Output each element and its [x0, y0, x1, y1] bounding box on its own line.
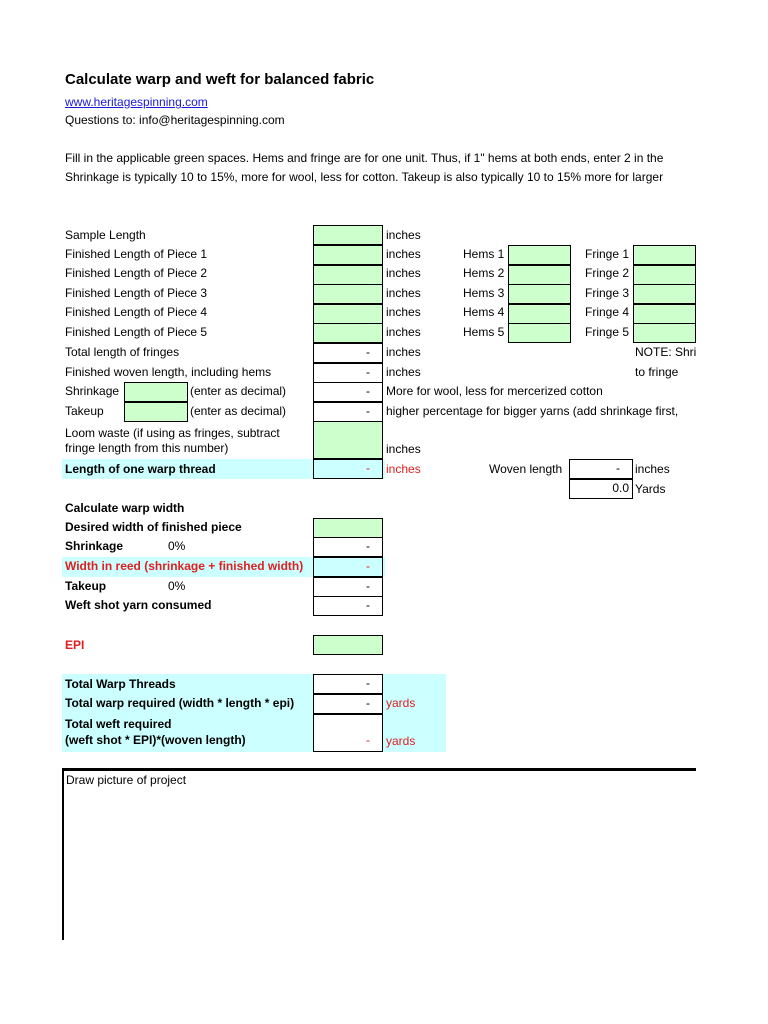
- piece-2-unit: inches: [386, 266, 421, 280]
- piece-1-length-input[interactable]: [313, 245, 383, 265]
- epi-input[interactable]: [313, 635, 383, 655]
- total-warp-threads-label: Total Warp Threads: [65, 677, 176, 691]
- width-takeup-percent: 0%: [168, 579, 186, 593]
- total-fringes-unit: inches: [386, 345, 421, 359]
- piece-3-label: Finished Length of Piece 3: [65, 286, 208, 300]
- hems-4-input[interactable]: [508, 304, 571, 324]
- width-shrinkage-value: -: [313, 537, 383, 557]
- questions-contact: Questions to: info@heritagespinning.com: [65, 113, 285, 127]
- hems-4-label: Hems 4: [463, 305, 505, 319]
- weft-shot-label: Weft shot yarn consumed: [65, 598, 212, 612]
- drawing-label: Draw picture of project: [66, 773, 187, 787]
- total-fringes-value: -: [313, 343, 383, 363]
- piece-1-unit: inches: [386, 247, 421, 261]
- hems-5-input[interactable]: [508, 323, 571, 343]
- warp-thread-value: -: [313, 459, 383, 479]
- fringe-2-label: Fringe 2: [585, 266, 630, 280]
- woven-length-value: -: [569, 459, 633, 479]
- width-shrinkage-label: Shrinkage: [65, 539, 124, 553]
- epi-label: EPI: [65, 638, 85, 652]
- page-title: Calculate warp and weft for balanced fabric: [65, 71, 375, 88]
- width-takeup-value: -: [313, 577, 383, 597]
- sample-length-label: Sample Length: [65, 228, 146, 242]
- shrinkage-label: Shrinkage: [65, 384, 120, 398]
- hems-1-label: Hems 1: [463, 247, 505, 261]
- loom-waste-unit: inches: [386, 442, 421, 456]
- hems-2-label: Hems 2: [463, 266, 505, 280]
- total-weft-value: -: [313, 714, 383, 752]
- project-drawing-area[interactable]: [62, 768, 696, 940]
- finished-woven-label: Finished woven length, including hems: [65, 365, 272, 379]
- warp-thread-label: Length of one warp thread: [65, 462, 216, 476]
- total-weft-unit: yards: [386, 734, 416, 748]
- piece-4-length-input[interactable]: [313, 304, 383, 324]
- woven-length-label: Woven length: [489, 462, 563, 476]
- piece-5-length-input[interactable]: [313, 323, 383, 343]
- takeup-value: -: [313, 402, 383, 422]
- takeup-label: Takeup: [65, 404, 104, 418]
- yards-value: 0.0: [569, 479, 633, 499]
- finished-woven-unit: inches: [386, 365, 421, 379]
- shrinkage-hint: (enter as decimal): [190, 384, 287, 398]
- fringe-1-input[interactable]: [633, 245, 696, 265]
- total-weft-label-2: (weft shot * EPI)*(woven length): [65, 733, 246, 747]
- warp-thread-unit: inches: [386, 462, 421, 476]
- yards-unit: Yards: [635, 482, 666, 496]
- shrinkage-input[interactable]: [124, 382, 188, 402]
- desired-width-label: Desired width of finished piece: [65, 520, 242, 534]
- piece-3-length-input[interactable]: [313, 284, 383, 304]
- weft-shot-value: -: [313, 596, 383, 616]
- instructions-line-1: Fill in the applicable green spaces. Hems and fringe are for one unit. Thus, if 1" hems at both ends, enter 2 in the: [65, 151, 664, 165]
- hems-5-label: Hems 5: [463, 325, 505, 339]
- website-link[interactable]: www.heritagespinning.com: [65, 95, 208, 109]
- sample-length-unit: inches: [386, 228, 421, 242]
- warp-width-heading: Calculate warp width: [65, 501, 185, 515]
- piece-5-unit: inches: [386, 325, 421, 339]
- fringe-2-input[interactable]: [633, 265, 696, 285]
- shrinkage-note: More for wool, less for mercerized cotton: [386, 384, 603, 398]
- desired-width-input[interactable]: [313, 518, 383, 538]
- fringe-1-label: Fringe 1: [585, 247, 630, 261]
- fringe-5-input[interactable]: [633, 323, 696, 343]
- finished-woven-value: -: [313, 363, 383, 383]
- piece-4-label: Finished Length of Piece 4: [65, 305, 208, 319]
- hems-1-input[interactable]: [508, 245, 571, 265]
- fringe-3-label: Fringe 3: [585, 286, 630, 300]
- loom-waste-label-2: fringe length from this number): [65, 441, 229, 455]
- total-warp-required-label: Total warp required (width * length * epi): [65, 696, 295, 710]
- total-fringes-label: Total length of fringes: [65, 345, 180, 359]
- total-weft-label-1: Total weft required: [65, 717, 172, 731]
- width-in-reed-value: -: [313, 557, 383, 577]
- takeup-hint: (enter as decimal): [190, 404, 287, 418]
- instructions-line-2: Shrinkage is typically 10 to 15%, more for wool, less for cotton. Takeup is also typically 10 to 15% more for larger: [65, 170, 664, 184]
- takeup-note: higher percentage for bigger yarns (add shrinkage first,: [386, 404, 679, 418]
- fringe-4-input[interactable]: [633, 304, 696, 324]
- takeup-input[interactable]: [124, 402, 188, 422]
- woven-length-unit: inches: [635, 462, 670, 476]
- note-to-fringe: to fringe: [635, 365, 679, 379]
- fringe-5-label: Fringe 5: [585, 325, 630, 339]
- hems-2-input[interactable]: [508, 265, 571, 285]
- piece-2-length-input[interactable]: [313, 265, 383, 285]
- width-takeup-label: Takeup: [65, 579, 107, 593]
- sample-length-input[interactable]: [313, 225, 383, 245]
- total-warp-threads-value: -: [313, 674, 383, 694]
- piece-2-label: Finished Length of Piece 2: [65, 266, 208, 280]
- note-shrinkage: NOTE: Shri: [635, 345, 697, 359]
- loom-waste-input[interactable]: [313, 421, 383, 459]
- shrinkage-value: -: [313, 382, 383, 402]
- hems-3-label: Hems 3: [463, 286, 505, 300]
- piece-1-label: Finished Length of Piece 1: [65, 247, 208, 261]
- total-warp-required-value: -: [313, 694, 383, 714]
- width-in-reed-label: Width in reed (shrinkage + finished width): [65, 559, 304, 573]
- fringe-4-label: Fringe 4: [585, 305, 630, 319]
- loom-waste-label-1: Loom waste (if using as fringes, subtract: [65, 426, 280, 440]
- width-shrinkage-percent: 0%: [168, 539, 186, 553]
- fringe-3-input[interactable]: [633, 284, 696, 304]
- piece-3-unit: inches: [386, 286, 421, 300]
- hems-3-input[interactable]: [508, 284, 571, 304]
- piece-5-label: Finished Length of Piece 5: [65, 325, 208, 339]
- total-warp-required-unit: yards: [386, 696, 416, 710]
- piece-4-unit: inches: [386, 305, 421, 319]
